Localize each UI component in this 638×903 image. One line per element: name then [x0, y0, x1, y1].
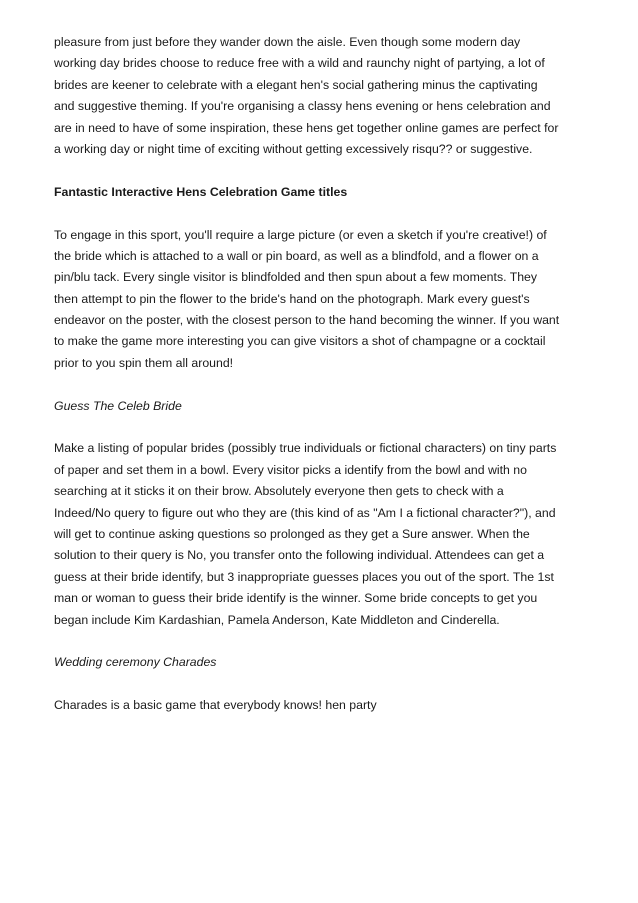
text-line: Charades is a basic game that everybody knows! hen party — [54, 698, 377, 713]
text-line: of paper and set them in a bowl. Every visitor picks a identify from the bowl and with no — [54, 462, 527, 477]
text-line: pleasure from just before they wander down the aisle. Even though some modern day — [54, 35, 521, 49]
text-line: man or woman to guess their bride identify is the winner. Some bride concepts to get you — [54, 591, 538, 606]
subheading-celeb-bride: Guess The Celeb Bride — [54, 398, 182, 413]
paragraph-intro — [54, 32, 590, 160]
text-line: endeavor on the poster, with the closest person to the hand becoming the winner. If you want — [54, 313, 560, 328]
text-line: a working day or night time of exciting without getting excessively risqu?? or suggestive. — [54, 141, 533, 156]
text-line: searching at it sticks it on their brow. Absolutely everyone then gets to check with a — [54, 484, 504, 499]
text-line: pin/blu tack. Every single visitor is blindfolded and then spun about a few moments. They — [54, 270, 538, 285]
text-line: the bride which is attached to a wall or pin board, as well as a blindfold, and a flower on a — [54, 248, 539, 263]
paragraph-spacer — [54, 417, 590, 438]
text-line: Indeed/No query to figure out who they are (this kind of as "Am I a fictional character?"), and — [54, 505, 556, 520]
paragraph-pin-the-flower — [54, 225, 590, 375]
document-page — [54, 32, 590, 717]
text-line: brides are keener to celebrate with a elegant hen's social gathering minus the captivating — [54, 77, 538, 92]
text-line: will get to continue asking questions so prolonged as they get a Sure answer. When the — [54, 526, 530, 541]
text-line: to make the game more interesting you can give visitors a shot of champagne or a cocktail — [54, 334, 546, 349]
subheading-wedding-charades: Wedding ceremony Charades — [54, 655, 217, 670]
paragraph-celeb-bride — [54, 438, 590, 631]
text-line: are in need to have of some inspiration, these hens get together online games are perfect for — [54, 120, 559, 135]
text-line: and suggestive theming. If you're organising a classy hens evening or hens celebration and — [54, 99, 551, 114]
paragraph-spacer — [54, 374, 590, 395]
section-heading-games: Fantastic Interactive Hens Celebration Game titles — [54, 184, 348, 199]
text-line: Make a listing of popular brides (possibly true individuals or fictional characters) on tiny parts — [54, 441, 557, 456]
text-line: then attempt to pin the flower to the bride's hand on the photograph. Mark every guest's — [54, 291, 530, 306]
text-line: prior to you spin them all around! — [54, 355, 234, 370]
paragraph-charades — [54, 695, 590, 716]
paragraph-spacer — [54, 203, 590, 224]
text-line: working day brides choose to reduce free with a wild and raunchy night of partying, a lot of — [54, 56, 545, 71]
text-line: To engage in this sport, you'll require a large picture (or even a sketch if you're creative!) of — [54, 227, 547, 242]
text-line: began include Kim Kardashian, Pamela Anderson, Kate Middleton and Cinderella. — [54, 612, 500, 627]
text-line: solution to their query is No, you transfer onto the following individual. Attendees can get a — [54, 548, 545, 563]
text-line: guess at their bride identify, but 3 inappropriate guesses places you out of the sport. The 1st — [54, 569, 554, 584]
paragraph-spacer — [54, 674, 590, 695]
paragraph-spacer — [54, 160, 590, 181]
paragraph-spacer — [54, 631, 590, 652]
